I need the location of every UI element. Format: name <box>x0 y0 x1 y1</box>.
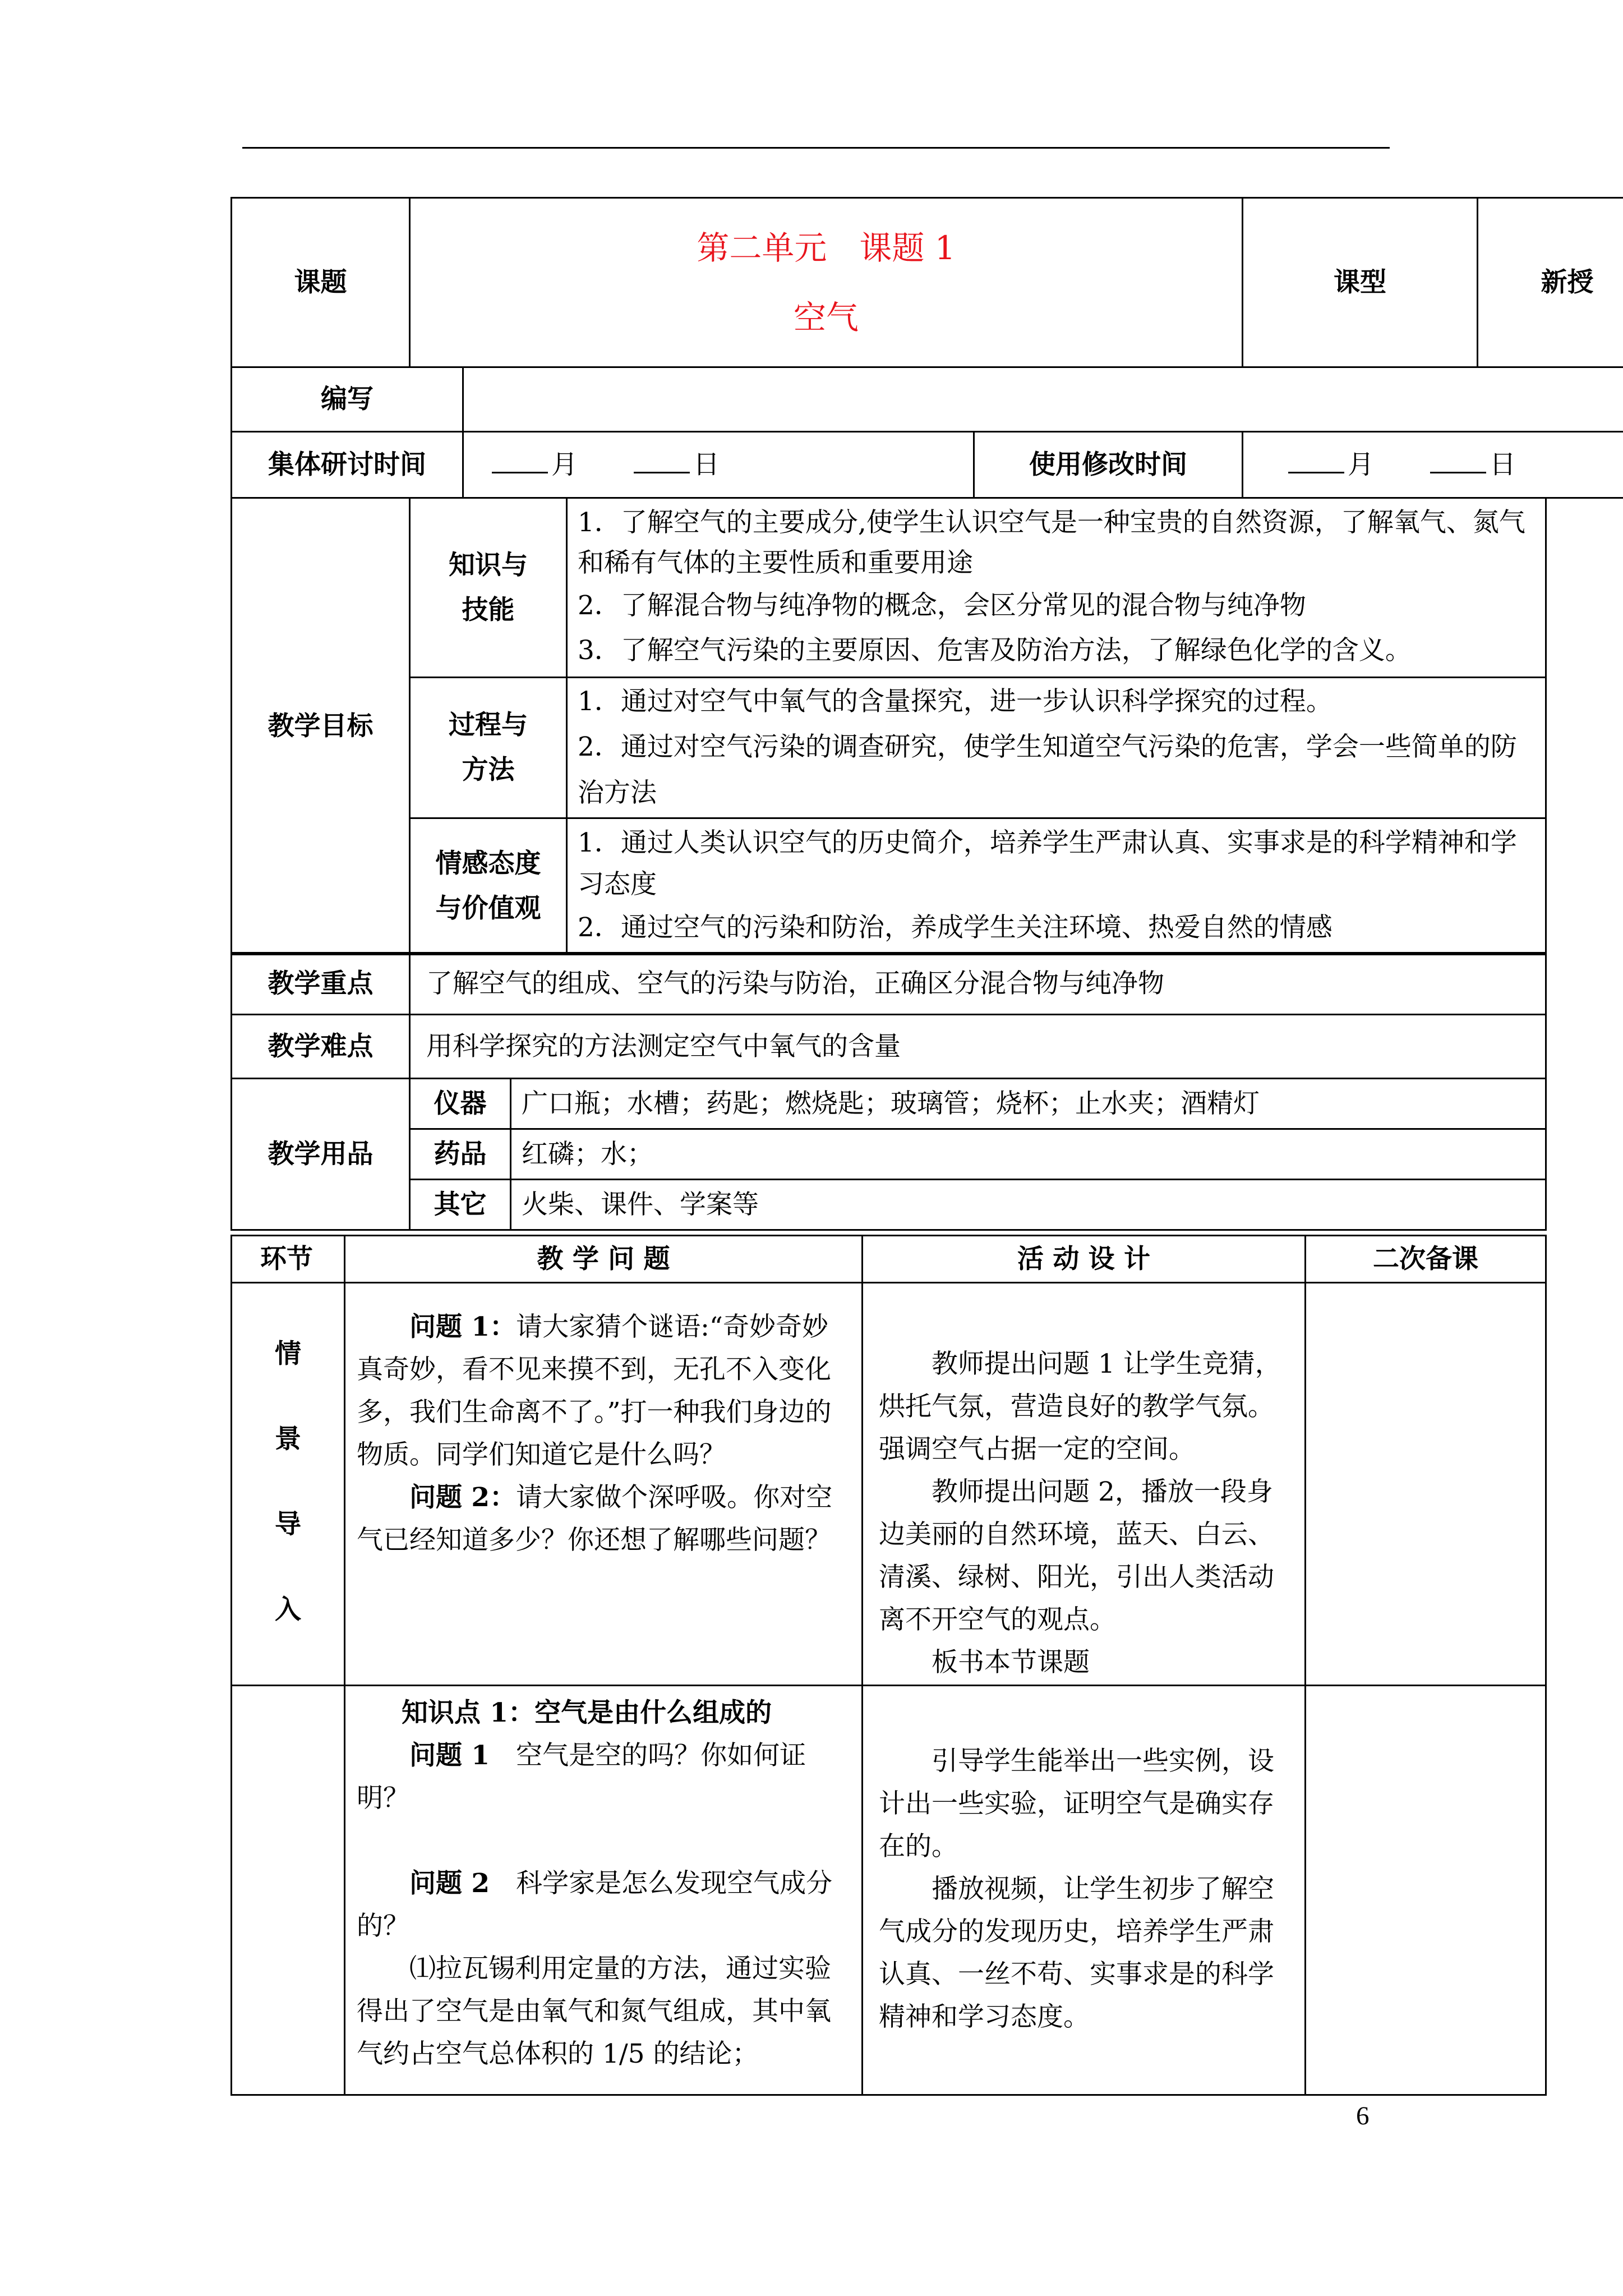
k1-notes <box>1306 1686 1546 2095</box>
k1-q1: 问题 1 空气是空的吗？你如何证明？ <box>357 1740 806 1814</box>
intro-act1: 教师提出问题 1 让学生竞猜，烘托气氛，营造良好的教学气氛。强调空气占据一定的空间。 <box>879 1349 1281 1465</box>
emotion-content <box>567 818 1546 955</box>
intro-activities <box>863 1283 1306 1686</box>
key-point-label: 教学重点 <box>232 953 410 1015</box>
day-blank <box>634 446 690 473</box>
k1-q2-sub: ⑴拉瓦锡利用定量的方法，通过实验得出了空气是由氧气和氮气组成，其中氧气约占空气总体积的 1/5 的结论； <box>357 1953 831 2069</box>
day-label: 日 <box>693 449 720 480</box>
k1-act1: 引导学生能举出一些实例，设计出一些实验，证明空气是确实存在的。 <box>879 1746 1274 1862</box>
bianxie-value <box>463 367 1623 432</box>
intro-act2: 教师提出问题 2，播放一段身边美丽的自然环境，蓝天、白云、清溪、绿树、阳光，引出人类活动离不开空气的观点。 <box>879 1476 1274 1635</box>
keti-label: 课题 <box>232 198 410 367</box>
intro-questions <box>345 1283 863 1686</box>
shiyong-date <box>1243 432 1623 498</box>
goals-label: 教学目标 <box>232 498 410 955</box>
month-label-2: 月 <box>1348 449 1375 480</box>
month-blank-2 <box>1288 446 1344 473</box>
k1-title: 知识点 1：空气是由什么组成的 <box>402 1697 772 1728</box>
goals-table <box>230 497 1547 955</box>
intro-q2: 问题 2：请大家做个深呼吸。你对空气已经知道多少？你还想了解哪些问题？ <box>357 1482 833 1556</box>
process-content <box>567 678 1546 818</box>
col-header-activity: 活 动 设 计 <box>863 1236 1306 1283</box>
knowledge-line: 1．了解空气的主要成分,使学生认识空气是一种宝贵的自然资源，了解氧气、氮气和稀有气体的主要性质和重要用途 <box>578 507 1525 578</box>
process-label: 过程与 方法 <box>410 678 567 818</box>
emotion-line: 2．通过空气的污染和防治，养成学生关注环境、热爱自然的情感 <box>578 912 1332 943</box>
difficulty-label: 教学难点 <box>232 1015 410 1079</box>
knowledge-line: 3．了解空气污染的主要原因、危害及防治方法，了解绿色化学的含义。 <box>578 634 1412 666</box>
col-header-stage: 环节 <box>232 1236 345 1283</box>
unit-title: 第二单元 课题 1 <box>697 228 956 267</box>
process-table <box>230 1235 1547 2096</box>
col-header-notes: 二次备课 <box>1306 1236 1546 1283</box>
k1-stage <box>232 1686 345 2095</box>
jiti-label: 集体研讨时间 <box>232 432 463 498</box>
day-label-2: 日 <box>1490 449 1516 480</box>
knowledge-label: 知识与 技能 <box>410 498 567 678</box>
material-row-label: 其它 <box>410 1180 511 1230</box>
key-point-text: 了解空气的组成、空气的污染与防治，正确区分混合物与纯净物 <box>410 953 1546 1015</box>
k1-q2: 问题 2 科学家是怎么发现空气成分的？ <box>357 1868 833 1941</box>
jiti-date <box>463 432 974 498</box>
knowledge-line: 2．了解混合物与纯净物的概念，会区分常见的混合物与纯净物 <box>578 590 1306 621</box>
emotion-label: 情感态度 与价值观 <box>410 818 567 955</box>
material-row-text: 火柴、课件、学案等 <box>511 1180 1546 1230</box>
lesson-plan-table <box>230 197 1623 499</box>
process-line: 1．通过对空气中氧气的含量探究，进一步认识科学探究的过程。 <box>578 686 1332 717</box>
difficulty-text: 用科学探究的方法测定空气中氧气的含量 <box>410 1015 1546 1079</box>
month-label: 月 <box>551 449 578 480</box>
knowledge-content <box>567 498 1546 678</box>
day-blank-2 <box>1430 446 1486 473</box>
k1-questions <box>345 1686 863 2095</box>
bianxie-label: 编写 <box>232 367 463 432</box>
process-line: 2．通过对空气污染的调查研究，使学生知道空气污染的危害，学会一些简单的防治方法 <box>578 731 1517 808</box>
lesson-title-cell <box>410 198 1243 367</box>
topic-title: 空气 <box>794 298 859 337</box>
key-table <box>230 952 1547 1231</box>
material-row-text: 广口瓶；水槽；药匙；燃烧匙；玻璃管；烧杯；止水夹；酒精灯 <box>511 1079 1546 1129</box>
k1-activities <box>863 1686 1306 2095</box>
material-row-text: 红磷；水； <box>511 1129 1546 1180</box>
page-number: 6 <box>1356 2101 1370 2131</box>
materials-label: 教学用品 <box>232 1079 410 1230</box>
intro-act3: 板书本节课题 <box>932 1647 1090 1678</box>
month-blank <box>492 446 548 473</box>
header-rule <box>242 147 1390 149</box>
col-header-question: 教 学 问 题 <box>345 1236 863 1283</box>
material-row-label: 药品 <box>410 1129 511 1180</box>
emotion-line: 1．通过人类认识空气的历史简介，培养学生严肃认真、实事求是的科学精神和学习态度 <box>578 827 1517 900</box>
kexing-value: 新授 <box>1478 198 1623 367</box>
kexing-label: 课型 <box>1243 198 1478 367</box>
intro-stage: 情 景 导 入 <box>232 1283 345 1686</box>
shiyong-label: 使用修改时间 <box>974 432 1243 498</box>
k1-act2: 播放视频，让学生初步了解空气成分的发现历史，培养学生严肃认真、一丝不苟、实事求是的科学精神和学习态度。 <box>879 1874 1274 2032</box>
intro-q1: 问题 1：请大家猜个谜语:“奇妙奇妙真奇妙，看不见来摸不到，无孔不入变化多，我们生命离不了。”打一种我们身边的物质。同学们知道它是什么吗？ <box>357 1312 832 1470</box>
material-row-label: 仪器 <box>410 1079 511 1129</box>
intro-notes <box>1306 1283 1546 1686</box>
